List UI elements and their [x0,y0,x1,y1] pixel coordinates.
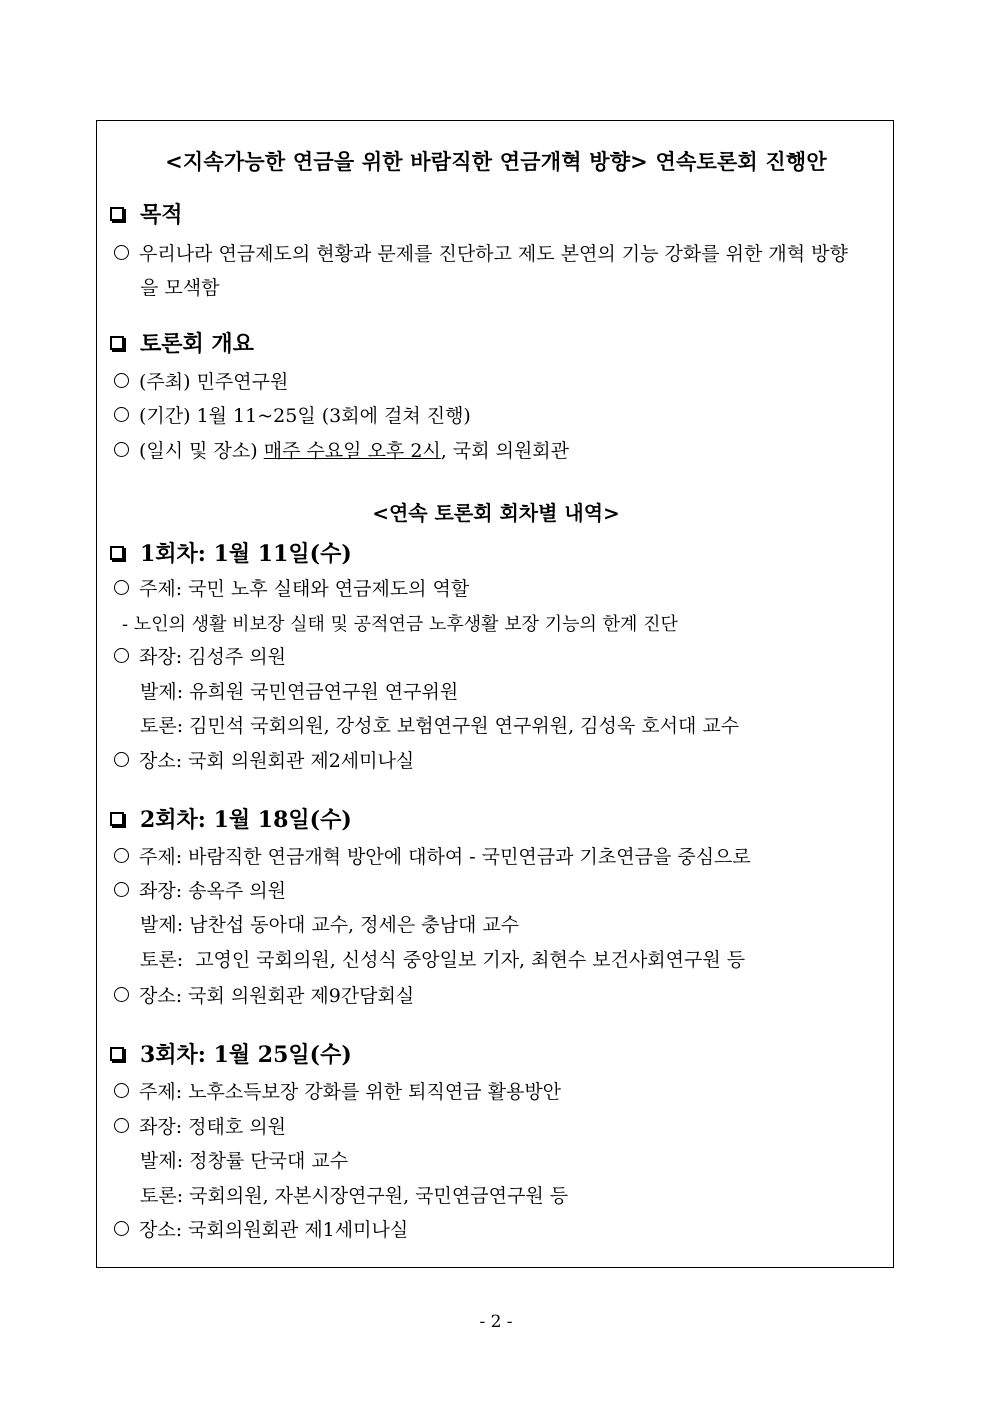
square-bullet-icon [110,812,124,826]
overview-host: (주최) 민주연구원 [114,367,288,394]
session2-heading: 2회차: 1월 18일(수) [108,803,352,834]
schedule-time: 매주 수요일 오후 2시 [263,440,441,462]
circle-bullet-icon [114,648,129,663]
square-bullet-icon [110,336,124,350]
circle-bullet-icon [114,987,129,1002]
session1-heading: 1회차: 1월 11일(수) [108,537,352,568]
overview-period: (기간) 1월 11~25일 (3회에 걸쳐 진행) [114,401,471,428]
circle-bullet-icon [114,580,129,595]
session3-discussants: 토론: 국회의원, 자본시장연구원, 국민연금연구원 등 [140,1185,569,1207]
session2-chair: 좌장: 송옥주 의원 [114,876,286,903]
session1-topic-detail: - 노인의 생활 비보장 실태 및 공적연금 노후생활 보장 기능의 한계 진단 [122,614,678,635]
sessions-title: <연속 토론회 회차별 내역> [372,501,620,525]
circle-bullet-icon [114,373,129,388]
overview-schedule: (일시 및 장소) 매주 수요일 오후 2시 , 국회 의원회관 [114,436,569,463]
session1-presenter: 발제: 유희원 국민연금연구원 연구위원 [140,681,459,703]
square-bullet-icon [110,1047,124,1061]
circle-bullet-icon [114,1221,129,1236]
session3-heading: 3회차: 1월 25일(수) [108,1038,352,1069]
session1-chair: 좌장: 김성주 의원 [114,642,286,669]
session2-discussants: 토론: 고영인 국회의원, 신성식 중앙일보 기자, 최현수 보건사회연구원 등 [140,949,746,971]
session2-venue: 장소: 국회 의원회관 제9간담회실 [114,981,414,1008]
circle-bullet-icon [114,1118,129,1133]
square-bullet-icon [110,207,124,221]
circle-bullet-icon [114,848,129,863]
session1-topic: 주제: 국민 노후 실태와 연금제도의 역할 [114,574,469,601]
session2-topic: 주제: 바람직한 연금개혁 방안에 대하여 - 국민연금과 기초연금을 중심으로 [114,842,751,869]
purpose-line: 우리나라 연금제도의 현황과 문제를 진단하고 제도 본연의 기능 강화를 위한 개혁 방향 [114,239,848,266]
session3-presenter: 발제: 정창률 단국대 교수 [140,1150,349,1172]
session3-chair: 좌장: 정태호 의원 [114,1112,286,1139]
circle-bullet-icon [114,442,129,457]
circle-bullet-icon [114,407,129,422]
purpose-line-continued: 을 모색함 [140,277,220,299]
session2-presenter: 발제: 남찬섭 동아대 교수, 정세은 충남대 교수 [140,914,520,936]
session3-topic: 주제: 노후소득보장 강화를 위한 퇴직연금 활용방안 [114,1077,561,1104]
section-purpose-heading: 목적 [108,198,183,229]
circle-bullet-icon [114,752,129,767]
document-title: <지속가능한 연금을 위한 바람직한 연금개혁 방향> 연속토론회 진행안 [165,149,827,174]
session1-discussants: 토론: 김민석 국회의원, 강성호 보험연구원 연구위원, 김성욱 호서대 교수 [140,715,740,737]
square-bullet-icon [110,546,124,560]
session3-venue: 장소: 국회의원회관 제1세미나실 [114,1215,408,1242]
circle-bullet-icon [114,882,129,897]
page-number: - 2 - [479,1312,513,1332]
section-overview-heading: 토론회 개요 [108,327,254,358]
session1-venue: 장소: 국회 의원회관 제2세미나실 [114,746,414,773]
circle-bullet-icon [114,245,129,260]
circle-bullet-icon [114,1083,129,1098]
